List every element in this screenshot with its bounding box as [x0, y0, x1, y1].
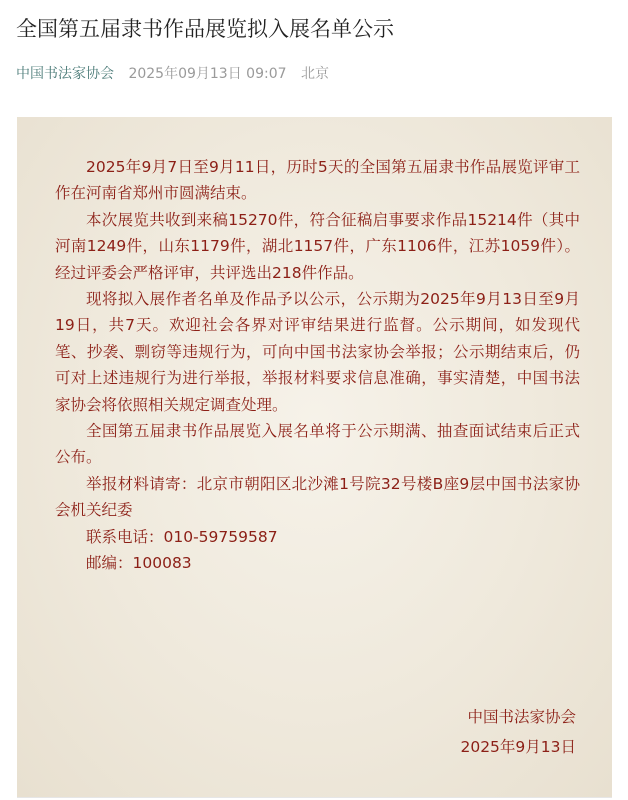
notice-postcode: 邮编：100083 — [86, 554, 192, 573]
signature-date: 2025年9月13日 — [460, 738, 576, 756]
divider — [17, 797, 612, 798]
notice-contact-phone: 联系电话：010-59759587 — [86, 527, 278, 546]
notice-body — [55, 154, 580, 577]
article-meta — [16, 64, 329, 84]
signature-org: 中国书法家协会 — [467, 708, 576, 726]
notice-paragraph-3: 现将拟入展作者名单及作品予以公示，公示期为2025年9月13日至9月19日，共7天。欢迎社会各界对评审结果进行监督。公示期间，如发现代笔、抄袭、剽窃等违规行为，可向中国书法家协会举报；公示期结束后，仍可对上述违规行为进行举报，举报材料要求信息准确，事实清楚，中国书法家协会将依照相关规定调查处理。 — [55, 290, 580, 414]
notice-signature — [460, 704, 576, 760]
notice-report-address: 举报材料请寄：北京市朝阳区北沙滩1号院32号楼B座9层中国书法家协会机关纪委 — [55, 474, 580, 520]
notice-paragraph-1: 2025年9月7日至9月11日，历时5天的全国第五届隶书作品展览评审工作在河南省郑州市圆满结束。 — [55, 158, 580, 203]
notice-paragraph-2: 本次展览共收到来稿15270件，符合征稿启事要求作品15214件（其中河南1249件，山东1179件，湖北1157件，广东1106件，江苏1059件）。经过评委会严格评审，共评选出218件作品。 — [55, 210, 580, 282]
article-title: 全国第五届隶书作品展览拟入展名单公示 — [16, 17, 394, 41]
source-link[interactable]: 中国书法家协会 — [16, 66, 114, 82]
publish-time: 2025年09月13日 09:07 — [128, 66, 287, 82]
notice-letter-image — [17, 117, 612, 797]
notice-paragraph-4: 全国第五届隶书作品展览入展名单将于公示期满、抽查面试结束后正式公布。 — [55, 422, 580, 467]
publish-location: 北京 — [300, 66, 329, 82]
